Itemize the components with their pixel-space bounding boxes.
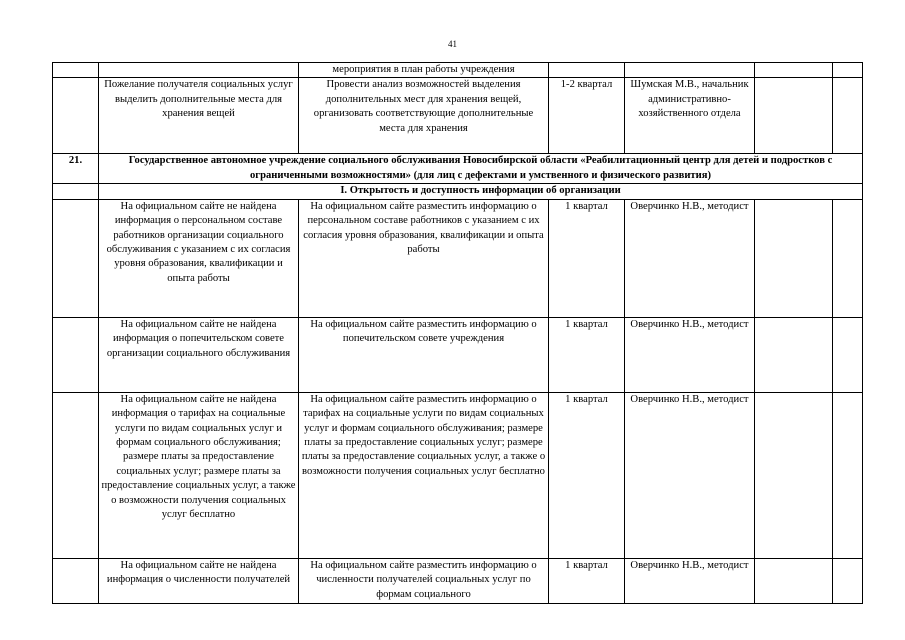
table-cell-period: 1 квартал — [549, 199, 625, 317]
table-cell-problem: Пожелание получателя социальных услуг выделить дополнительные места для хранения вещей — [99, 78, 299, 154]
table-cell-result — [755, 199, 833, 317]
table-cell-date — [833, 317, 863, 392]
table-cell-responsible: Оверчинко Н.В., методист — [625, 392, 755, 558]
table-cell-responsible: Оверчинко Н.В., методист — [625, 317, 755, 392]
table-cell-problem: На официальном сайте не найдена информация о персональном составе работников организации социального обслуживания с указанием с их согласия уровня образования, квалификации и опыта работы — [99, 199, 299, 317]
table-cell-problem: На официальном сайте не найдена информация о попечительском совете организации социального обслуживания — [99, 317, 299, 392]
section-row — [53, 184, 863, 199]
table-cell-number — [53, 184, 99, 199]
table-cell-result — [755, 63, 833, 78]
table-cell-measure: Провести анализ возможностей выделения дополнительных мест для хранения вещей, организовать соответствующие дополнительные места для хранения — [299, 78, 549, 154]
table-cell-number — [53, 78, 99, 154]
table-cell-measure: На официальном сайте разместить информацию о тарифах на социальные услуги по видам социальных услуг и формам социального обслуживания; размере платы за предоставление социальных услуг; размере платы за предоставление социальных услуг, а также о возможности получения социальных услуг бесплатно — [299, 392, 549, 558]
table-row — [53, 78, 863, 154]
table-cell-problem: На официальном сайте не найдена информация о численности получателей — [99, 558, 299, 603]
table-cell-date — [833, 63, 863, 78]
table-cell-period — [549, 63, 625, 78]
table-cell-responsible: Шумская М.В., начальник административно-хозяйственного отдела — [625, 78, 755, 154]
table-cell-number — [53, 199, 99, 317]
table-cell-measure: На официальном сайте разместить информацию о попечительском совете учреждения — [299, 317, 549, 392]
table-cell-date — [833, 199, 863, 317]
table-row — [53, 317, 863, 392]
table-cell-measure: На официальном сайте разместить информацию о численности получателей социальных услуг по формам социального — [299, 558, 549, 603]
table-row — [53, 392, 863, 558]
table-row — [53, 199, 863, 317]
table-cell-responsible: Оверчинко Н.В., методист — [625, 199, 755, 317]
table-cell-period: 1 квартал — [549, 558, 625, 603]
table-cell-problem: На официальном сайте не найдена информация о тарифах на социальные услуги по видам социальных услуг и формам социального обслуживания; размере платы за предоставление социальных услуг; размере платы за предоставление социальных услуг, а также о возможности получения социальных услуг бесплатно — [99, 392, 299, 558]
table-row — [53, 558, 863, 603]
table-cell-number — [53, 558, 99, 603]
table-row — [53, 63, 863, 78]
table-cell-period: 1-2 квартал — [549, 78, 625, 154]
table-cell-measure: мероприятия в план работы учреждения — [299, 63, 549, 78]
table-cell-number — [53, 63, 99, 78]
page-number: 41 — [448, 39, 457, 49]
organization-name: Государственное автономное учреждение социального обслуживания Новосибирской области «Реабилитационный центр для детей и подростков с ограниченными возможностями» (для лиц с дефектами и умственного и физического развития) — [99, 154, 863, 184]
table-cell-period: 1 квартал — [549, 392, 625, 558]
section-title: I. Открытость и доступность информации об организации — [99, 184, 863, 199]
table-cell-problem — [99, 63, 299, 78]
organization-number: 21. — [53, 154, 99, 184]
table-cell-measure: На официальном сайте разместить информацию о персональном составе работников с указанием с их согласия уровня образования, квалификации и опыта работы — [299, 199, 549, 317]
table-cell-date — [833, 78, 863, 154]
table-cell-result — [755, 317, 833, 392]
table-cell-result — [755, 78, 833, 154]
table-cell-date — [833, 392, 863, 558]
table-cell-number — [53, 317, 99, 392]
table-cell-result — [755, 392, 833, 558]
table-cell-responsible: Оверчинко Н.В., методист — [625, 558, 755, 603]
table-cell-period: 1 квартал — [549, 317, 625, 392]
organization-row — [53, 154, 863, 184]
table-cell-number — [53, 392, 99, 558]
action-plan-table — [52, 62, 863, 604]
table-cell-date — [833, 558, 863, 603]
table-cell-result — [755, 558, 833, 603]
table-cell-responsible — [625, 63, 755, 78]
